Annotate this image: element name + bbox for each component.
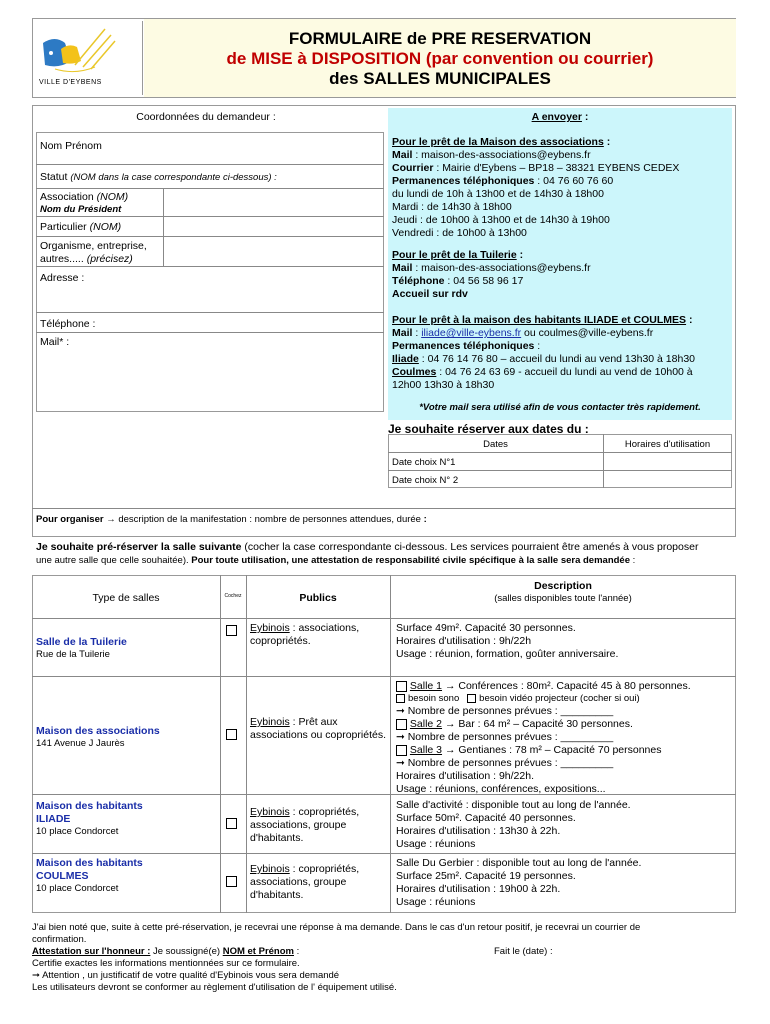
tuilerie-desc: Surface 49m². Capacité 30 personnes. Horaires d'utilisation : 9h/22h Usage : réunion, formation, goûter anniversaire. (396, 622, 619, 660)
tuilerie-public: Eybinois : associations, copropriétés. (250, 622, 360, 647)
maison-assoc-public: Eybinois : Prêt aux associations ou copropriétés. (250, 716, 386, 741)
date1-input[interactable] (470, 453, 602, 469)
iliade-mail-link[interactable]: iliade@ville-eybens.fr (421, 327, 522, 339)
nom-prenom-label: Nom Prénom (40, 140, 102, 152)
salle3-checkbox[interactable] (396, 745, 407, 756)
footer: J'ai bien noté que, suite à cette pré-réservation, je recevrai une réponse à ma demande. Dans le cas d'un retour positif, je recevrai un courrier de confirmation. Attestation sur l'honneur : Je soussigné(e) NOM et Prénom : Fait le (date) : Certifie exactes les informations mentionnées sur ce formulaire. ➞ Attention , un justificatif de votre qualité d'Eybinois vous sera demandé Les utilisateurs devront se conformer au règlement d'utilisation de l' équipement utilisé. (32, 922, 641, 993)
iliade-desc: Salle d'activité : disponible tout au long de l'année. Surface 50m². Capacité 40 personnes. Horaires d'utilisation : 13h30 à 22h. Usage : réunions (396, 799, 631, 850)
habitants-block: Pour le prêt à la maison des habitants ILIADE et COULMES : Mail : iliade@ville-eybens.fr ou coulmes@ville-eybens.fr Permanences téléphoniques : Iliade : 04 76 14 76 80 – accueil du lundi au vend 13h30 à 18h30 Coulmes : 04 76 24 63 69 - accueil du lundi au vend de 10h00 à 12h00 13h30 à 18h30 (392, 314, 696, 391)
room-coulmes: Maison des habitants COULMES 10 place Condorcet (36, 857, 143, 894)
date-choice-1: Date choix N°1 (392, 457, 456, 468)
applicant-heading: Coordonnées du demandeur : (136, 111, 276, 123)
dates-col-hours: Horaires d'utilisation (624, 439, 711, 450)
salle1-checkbox[interactable] (396, 681, 407, 692)
nom-president-label: Nom du Président (40, 204, 122, 215)
particulier-field[interactable] (164, 217, 382, 235)
date1-hours-input[interactable] (604, 453, 731, 469)
iliade-public: Eybinois : copropriétés, associations, groupe d'habitants. (250, 806, 360, 844)
intro-text: Je souhaite pré-réserver la salle suivante (cocher la case correspondante ci-dessous. Les services pourraient être amenés à vous proposer une autre salle que celle souhaitée). Pour toute utilisation, une attestation de responsabilité civile spécifique à la salle sera demandée : (36, 541, 699, 566)
nom-prenom-field[interactable] (164, 133, 382, 163)
organize-line: Pour organiser → description de la manifestation : nombre de personnes attendues, durée : (36, 514, 427, 525)
tuilerie-checkbox[interactable] (226, 625, 237, 636)
logo-text: VILLE D'EYBENS (39, 79, 102, 86)
maison-assoc-desc: Salle 1 → Conférences : 80m². Capacité 45 à 80 personnes. besoin sono besoin vidéo projecteur (cocher si oui) ➞ Nombre de personnes prévues : _________ Salle 2 → Bar : 64 m² – Capacité 30 personnes. ➞ Nombre de personnes prévues : _________ Salle 3 → Gentianes : 78 m² – Capacité 70 personnes ➞ Nombre de personnes prévues : _________ Horaires d'utilisation : 9h/22h. Usage : réunions, conférences, expositions... (396, 680, 691, 795)
association-label: Association (NOM) (40, 191, 129, 203)
dates-heading: Je souhaite réserver aux dates du : (388, 422, 589, 436)
title-area (144, 19, 736, 97)
adresse-label: Adresse : (40, 272, 85, 284)
col-cochez: Cochez (224, 593, 242, 599)
maison-assoc-checkbox[interactable] (226, 729, 237, 740)
maison-assoc-block: Pour le prêt de la Maison des associations : Mail : maison-des-associations@eybens.fr Courrier : Mairie d'Eybens – BP18 – 38321 EYBENS CEDEX Permanences téléphoniques : 04 76 60 76 60 du lundi de 10h à 13h00 et de 14h30 à 18h00 Mardi : de 14h30 à 18h00 Jeudi : de 10h00 à 13h00 et de 14h30 à 19h00 Vendredi : de 10h00 à 13h00 (392, 136, 680, 239)
date-choice-2: Date choix N° 2 (392, 475, 459, 486)
send-to-heading: A envoyer : (531, 111, 589, 123)
mail-field[interactable] (80, 333, 382, 411)
statut-label: Statut (NOM dans la case correspondante ci-dessous) : (40, 171, 277, 183)
sono-checkbox[interactable] (396, 694, 405, 703)
room-tuilerie: Salle de la Tuilerie Rue de la Tuilerie (36, 636, 127, 660)
mail-note: *Votre mail sera utilisé afin de vous contacter très rapidement. (419, 402, 701, 413)
room-maison-assoc: Maison des associations 141 Avenue J Jaurès (36, 725, 160, 749)
room-iliade: Maison des habitants ILIADE 10 place Condorcet (36, 800, 143, 837)
particulier-label: Particulier (NOM) (40, 221, 122, 233)
coulmes-desc: Salle Du Gerbier : disponible tout au long de l'année. Surface 25m². Capacité 19 personnes. Horaires d'utilisation : 19h00 à 22h. Usage : réunions (396, 857, 642, 908)
telephone-field[interactable] (110, 313, 382, 331)
telephone-label: Téléphone : (40, 318, 96, 330)
logo (35, 21, 143, 95)
coulmes-public: Eybinois : copropriétés, associations, groupe d'habitants. (250, 863, 360, 901)
tuilerie-block: Pour le prêt de la Tuilerie : Mail : maison-des-associations@eybens.fr Téléphone : 04 56 58 96 17 Accueil sur rdv (392, 249, 591, 300)
mail-label: Mail* : (40, 336, 70, 348)
title-line3: des SALLES MUNICIPALES (329, 69, 551, 88)
date2-hours-input[interactable] (604, 471, 731, 487)
salle2-checkbox[interactable] (396, 719, 407, 730)
title-line2: de MISE à DISPOSITION (par convention ou courrier) (226, 49, 654, 68)
adresse-field[interactable] (100, 267, 382, 311)
col-type: Type de salles (92, 592, 160, 604)
header-box (32, 18, 736, 98)
coulmes-checkbox[interactable] (226, 876, 237, 887)
title-line1: FORMULAIRE de PRE RESERVATION (288, 29, 592, 48)
col-publics: Publics (299, 592, 337, 604)
iliade-checkbox[interactable] (226, 818, 237, 829)
organisme-field[interactable] (164, 237, 382, 265)
col-description: Description (salles disponibles toute l'année) (494, 580, 632, 604)
dates-col-dates: Dates (483, 439, 508, 450)
association-field[interactable] (164, 189, 382, 215)
organisme-label: Organisme, entreprise, autres..... (précisez) (40, 240, 147, 265)
date2-input[interactable] (470, 471, 602, 487)
video-checkbox[interactable] (467, 694, 476, 703)
